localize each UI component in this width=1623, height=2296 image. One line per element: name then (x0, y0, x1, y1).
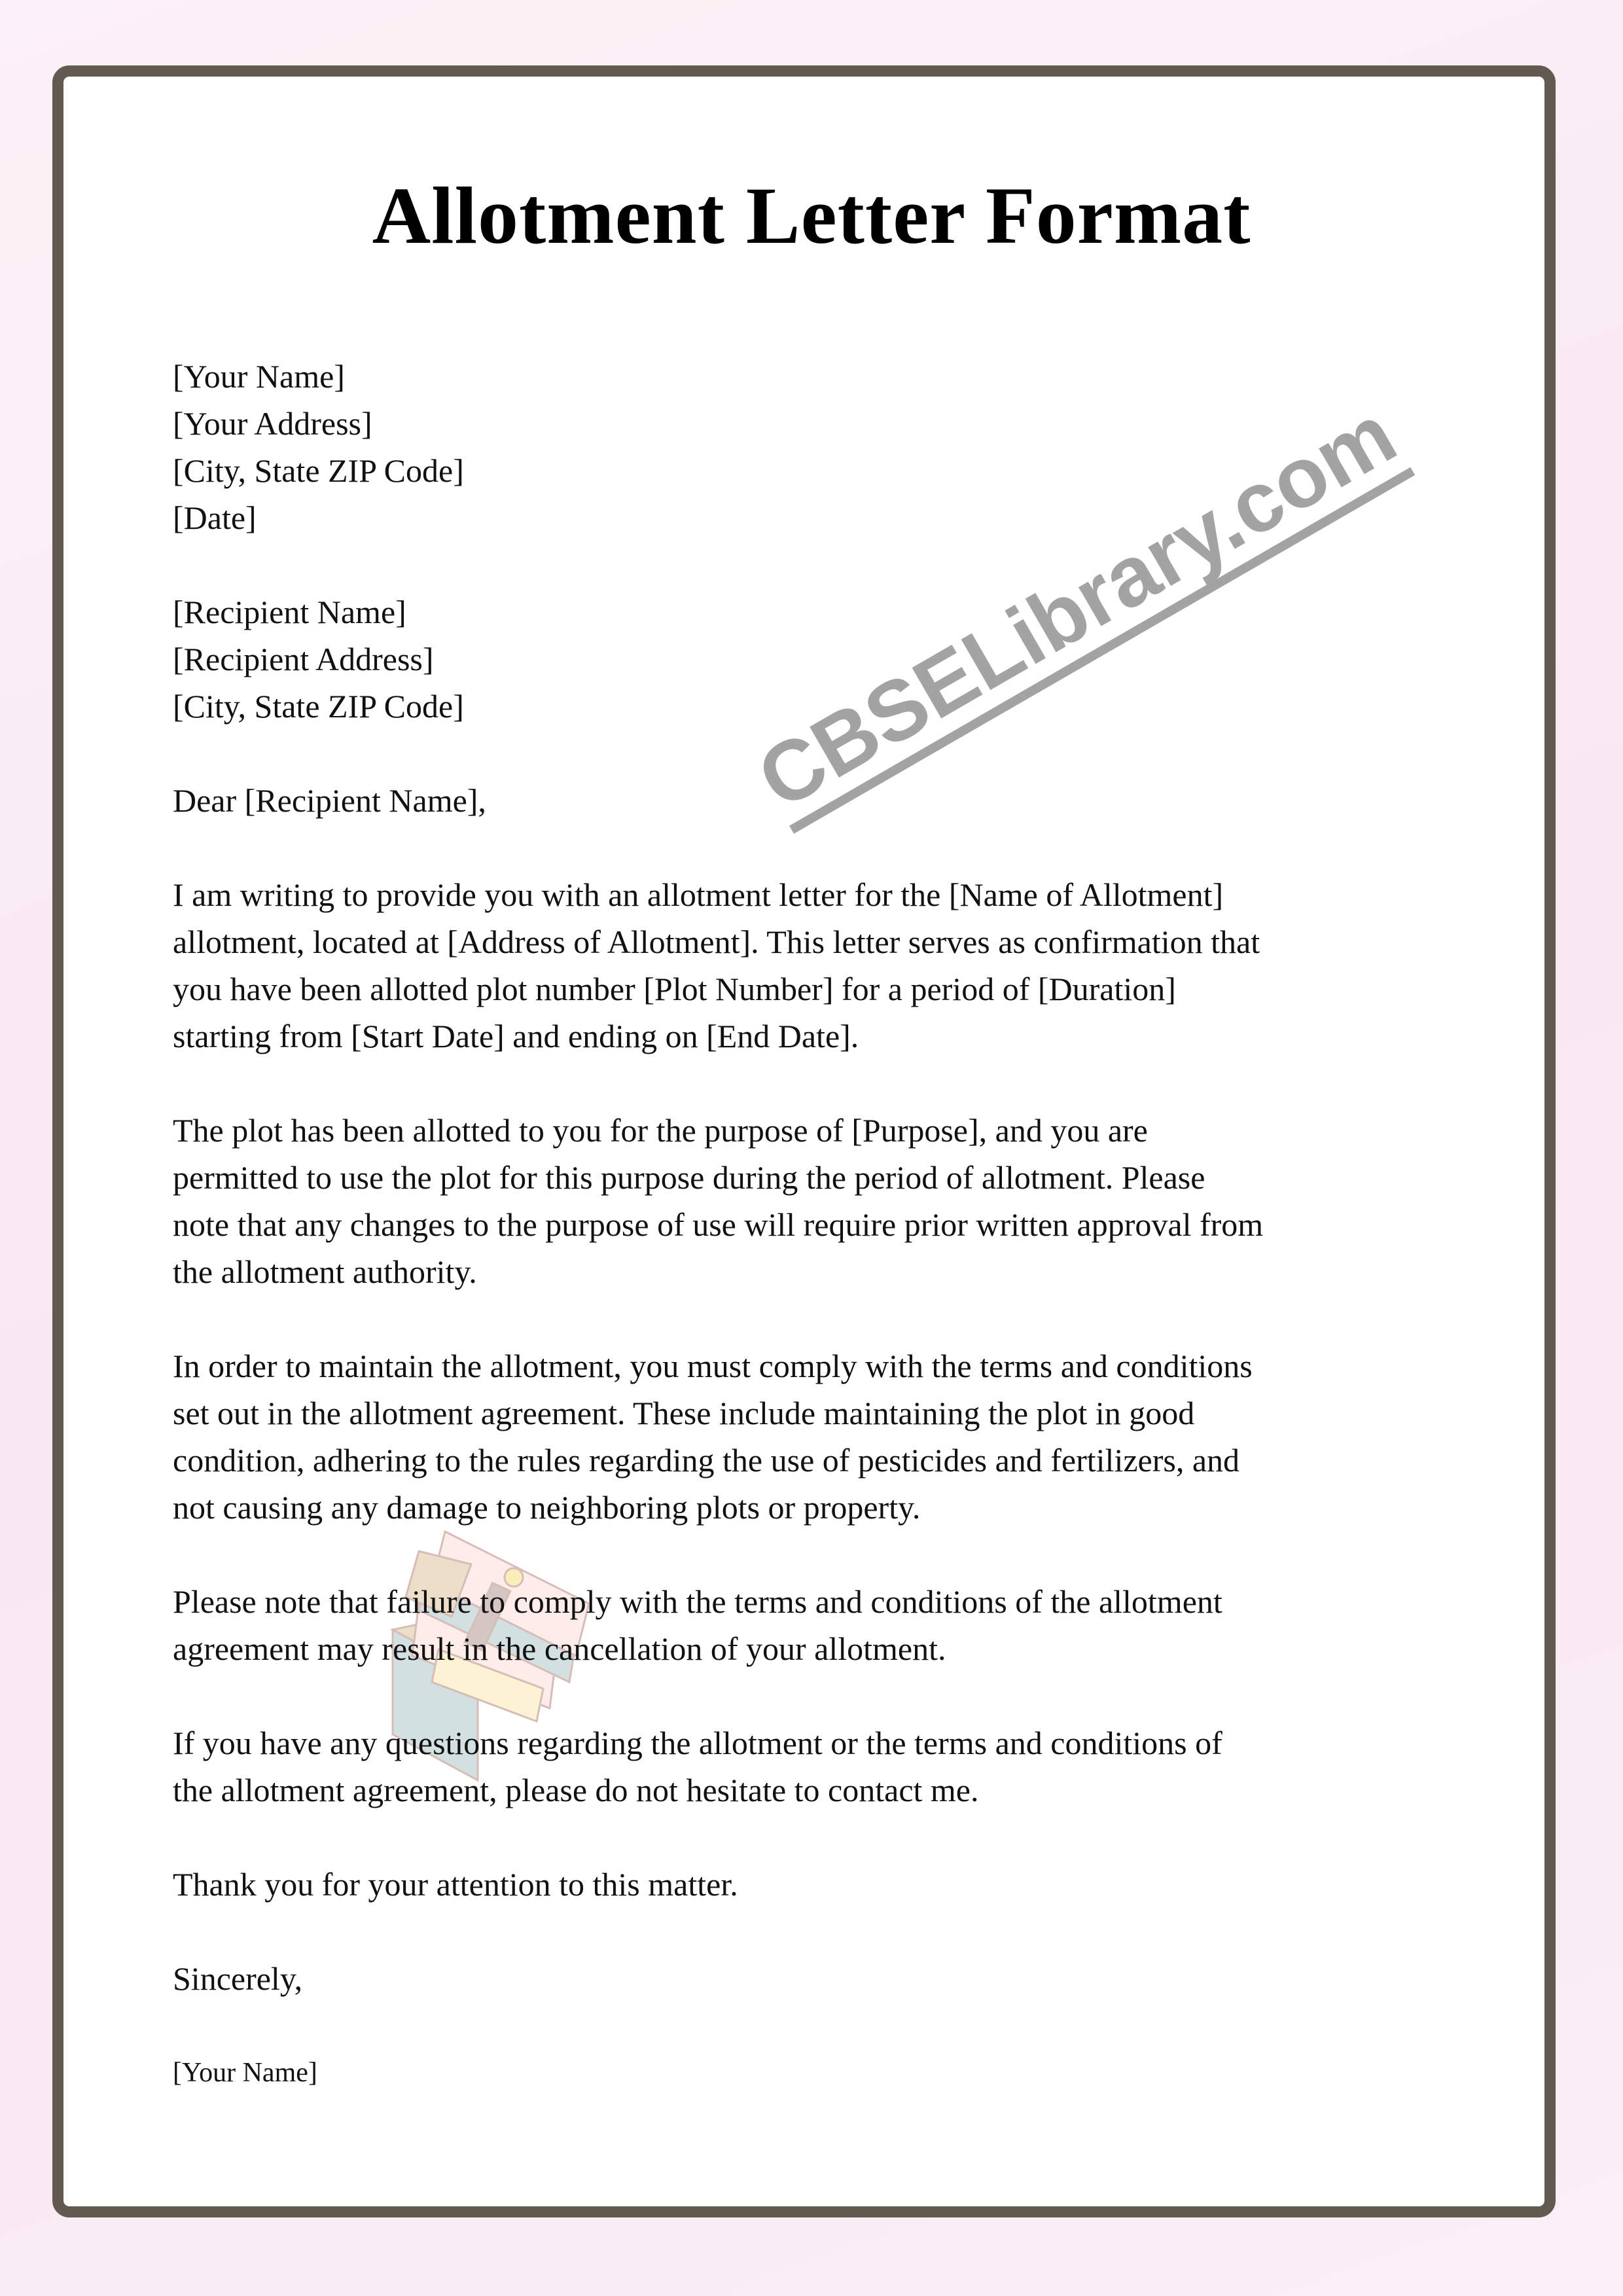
paragraph-line: the allotment authority. (173, 1253, 477, 1290)
paragraph-line: In order to maintain the allotment, you must comply with the terms and conditions (173, 1348, 1253, 1384)
paragraph-line: set out in the allotment agreement. These include maintaining the plot in good (173, 1395, 1195, 1431)
paragraph (173, 1861, 1263, 1908)
sender-line: [Your Name] (173, 358, 345, 395)
paragraph (173, 1342, 1263, 1531)
sender-line: [Date] (173, 499, 257, 536)
paragraph-line: I am writing to provide you with an allotment letter for the [Name of Allotment] (173, 876, 1224, 913)
signature: [Your Name] (173, 2058, 317, 2088)
paragraph-line: Thank you for your attention to this matter. (173, 1866, 738, 1903)
recipient-line: [Recipient Name] (173, 594, 406, 630)
paragraph (173, 1719, 1263, 1814)
paragraph-line: condition, adhering to the rules regarding the use of pesticides and fertilizers, and (173, 1442, 1240, 1479)
sender-line: [Your Address] (173, 405, 372, 442)
paragraph (173, 871, 1263, 1060)
closing: Sincerely, (173, 1960, 303, 1997)
paragraph-line: not causing any damage to neighboring plots or property. (173, 1489, 921, 1526)
paragraph-line: you have been allotted plot number [Plot Number] for a period of [Duration] (173, 971, 1176, 1007)
paragraph-line: the allotment agreement, please do not hesitate to contact me. (173, 1772, 979, 1808)
paragraph-line: The plot has been allotted to you for the purpose of [Purpose], and you are (173, 1112, 1148, 1149)
sender-line: [City, State ZIP Code] (173, 452, 464, 489)
recipient-line: [Recipient Address] (173, 641, 434, 677)
paragraph-line: permitted to use the plot for this purpose during the period of allotment. Please (173, 1159, 1205, 1196)
salutation: Dear [Recipient Name], (173, 782, 486, 819)
page-title: Allotment Letter Format (372, 171, 1251, 260)
paragraph-line: agreement may result in the cancellation of your allotment. (173, 1630, 946, 1667)
paragraph (173, 1107, 1263, 1295)
paragraph-line: note that any changes to the purpose of use will require prior written approval from (173, 1206, 1264, 1243)
paragraph-line: If you have any questions regarding the allotment or the terms and conditions of (173, 1725, 1222, 1761)
watermark: CBSELibrary.com (745, 390, 1415, 834)
recipient-line: [City, State ZIP Code] (173, 688, 464, 725)
paragraph-line: allotment, located at [Address of Allotment]. This letter serves as confirmation that (173, 924, 1260, 960)
sender-block (173, 353, 1263, 541)
paragraph (173, 1578, 1263, 1672)
paragraph-line: starting from [Start Date] and ending on [End Date]. (173, 1018, 859, 1054)
paragraph-line: Please note that failure to comply with the terms and conditions of the allotment (173, 1583, 1222, 1620)
